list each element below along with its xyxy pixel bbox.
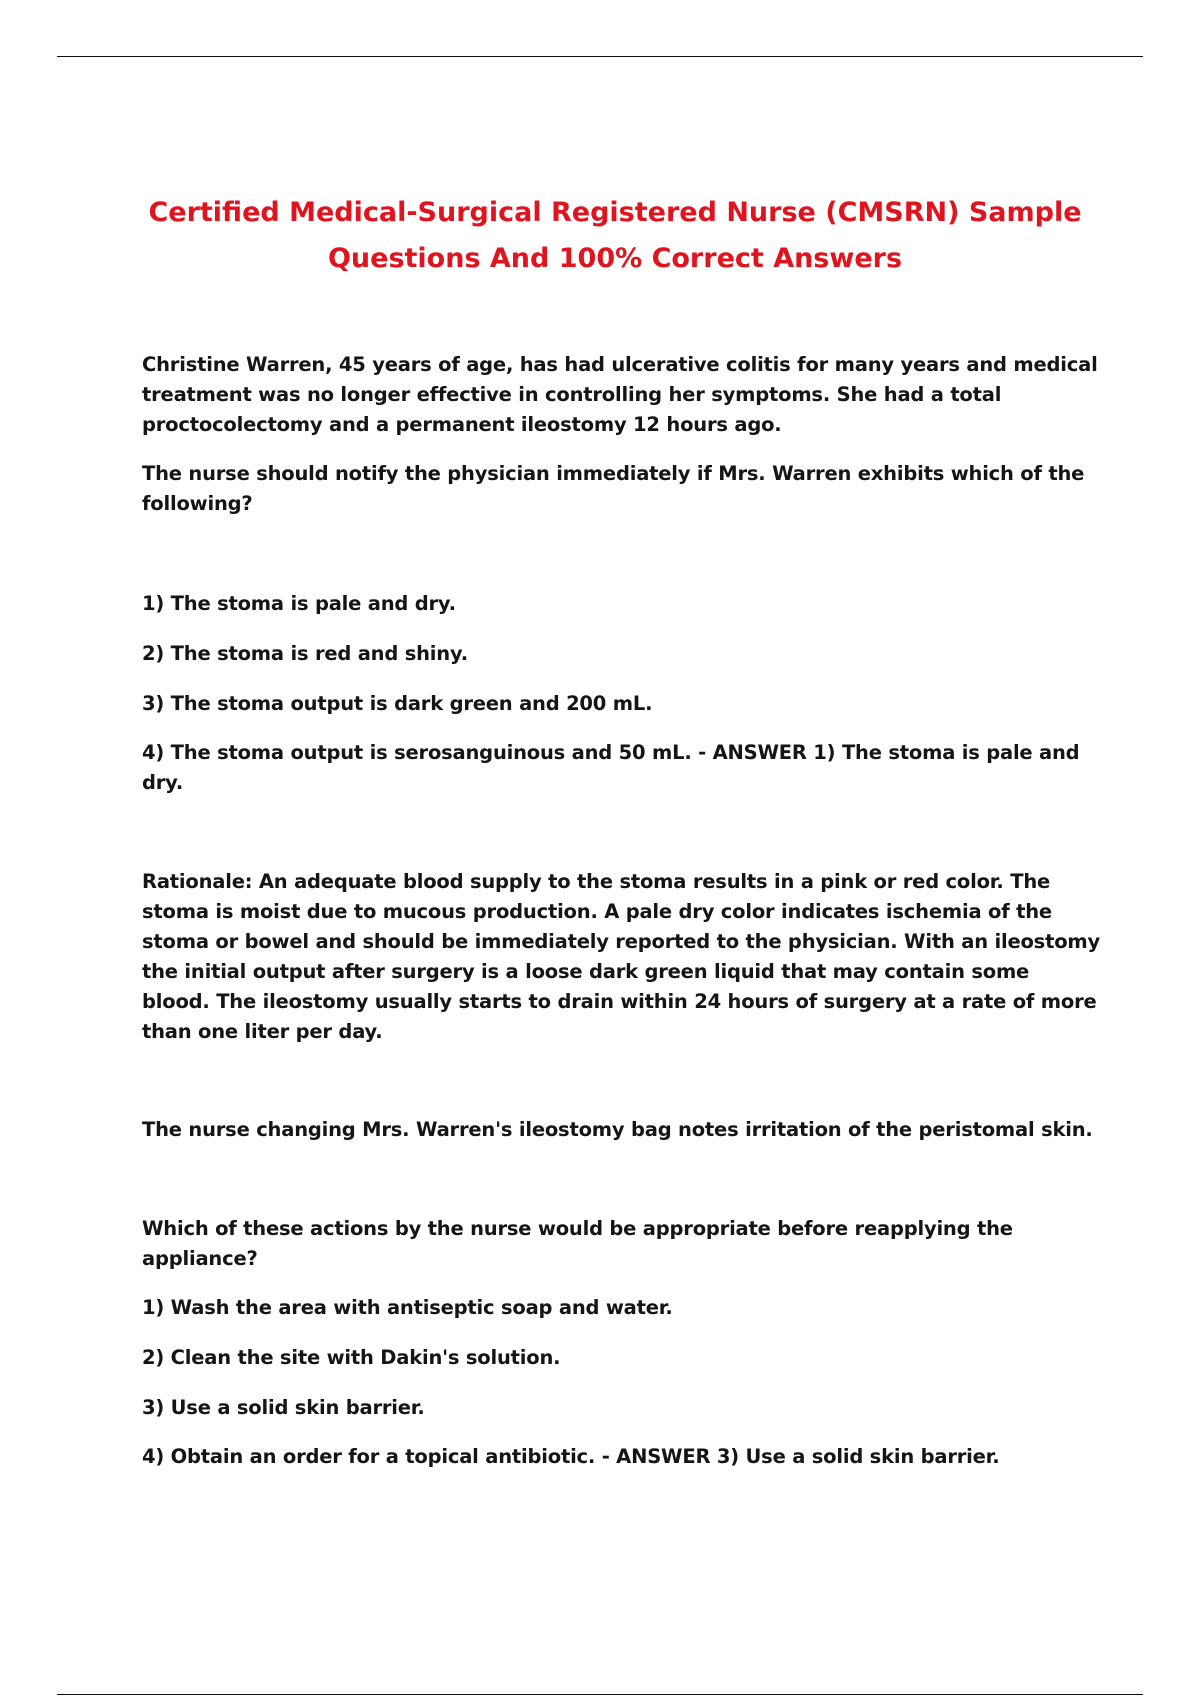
q2-option-2: 2) Clean the site with Dakin's solution.	[142, 1346, 561, 1369]
q1-question: The nurse should notify the physician immediately if Mrs. Warren exhibits which of the following?	[142, 462, 1085, 515]
q1-option-3: 3) The stoma output is dark green and 200 mL.	[142, 692, 653, 715]
bottom-rule	[57, 1694, 1143, 1695]
q1-option-4-answer: 4) The stoma output is serosanguinous and 50 mL. - ANSWER 1) The stoma is pale and dry.	[142, 741, 1080, 794]
q2-option-3: 3) Use a solid skin barrier.	[142, 1396, 425, 1419]
q2-case-paragraph: The nurse changing Mrs. Warren's ileostomy bag notes irritation of the peristomal skin.	[142, 1118, 1093, 1141]
q2-option-4-answer: 4) Obtain an order for a topical antibiotic. - ANSWER 3) Use a solid skin barrier.	[142, 1445, 1000, 1468]
q2-question: Which of these actions by the nurse would be appropriate before reapplying the appliance?	[142, 1217, 1013, 1270]
document-title: Certified Medical-Surgical Registered Nurse (CMSRN) Sample Questions And 100% Correct Answers	[148, 197, 1082, 274]
q1-option-2: 2) The stoma is red and shiny.	[142, 642, 468, 665]
q1-case-paragraph: Christine Warren, 45 years of age, has had ulcerative colitis for many years and medical treatment was no longer effective in controlling her symptoms. She had a total proctocolectomy and a permanent ileostomy 12 hours ago.	[142, 353, 1098, 436]
q2-option-1: 1) Wash the area with antiseptic soap and water.	[142, 1296, 673, 1319]
q1-option-1: 1) The stoma is pale and dry.	[142, 592, 456, 615]
top-rule	[57, 56, 1143, 57]
q1-rationale: Rationale: An adequate blood supply to the stoma results in a pink or red color. The stoma is moist due to mucous production. A pale dry color indicates ischemia of the stoma or bowel and should be immediately reported to the physician. With an ileostomy the initial output after surgery is a loose dark green liquid that may contain some blood. The ileostomy usually starts to drain within 24 hours of surgery at a rate of more than one liter per day.	[142, 870, 1101, 1043]
